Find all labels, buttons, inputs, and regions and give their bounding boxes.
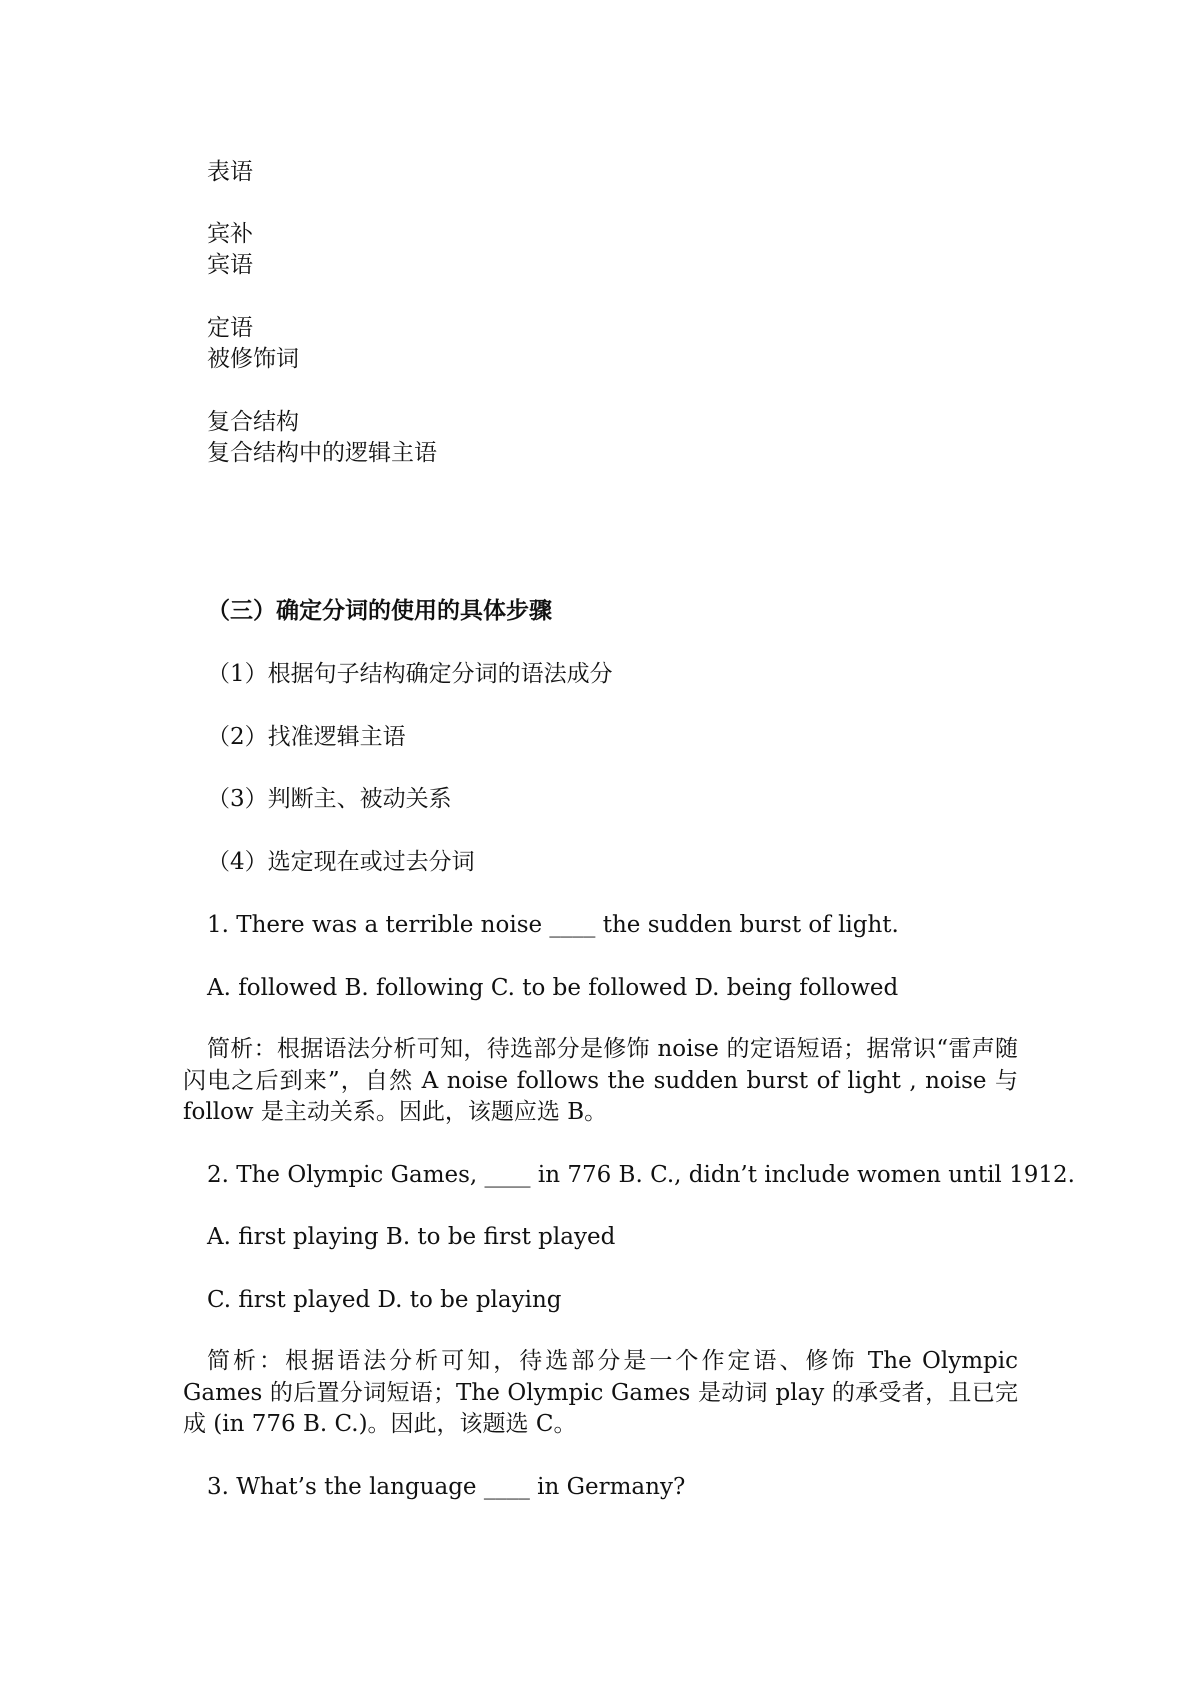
step-3: （3）判断主、被动关系: [207, 786, 452, 812]
question-2-analysis: 简析：根据语法分析可知，待选部分是一个作定语、修饰 The Olympic Games 的后置分词短语；The Olympic Games 是动词 play 的承受者，且已完成 (in 776 B. C.)。因此，该题选 C。: [183, 1348, 1018, 1437]
question-1-options: A. followed B. following C. to be followed D. being followed: [207, 975, 899, 1001]
question-1-analysis: 简析：根据语法分析可知，待选部分是修饰 noise 的定语短语；据常识“雷声随闪电之后到来”，自然 A noise follows the sudden burst of light , noise 与 follow 是主动关系。因此，该题应选 B。: [183, 1036, 1018, 1125]
question-1: 1. There was a terrible noise ____ the sudden burst of light.: [207, 912, 899, 938]
step-4: （4）选定现在或过去分词: [207, 849, 475, 875]
question-2: 2. The Olympic Games, ____ in 776 B. C., didn’t include women until 1912.: [207, 1162, 1075, 1188]
term-complex-structure: 复合结构: [207, 409, 299, 435]
term-object: 宾语: [207, 252, 253, 278]
term-object-complement: 宾补: [207, 221, 253, 247]
section-heading: （三）确定分词的使用的具体步骤: [207, 597, 552, 624]
term-attributive: 定语: [207, 315, 253, 341]
question-3: 3. What’s the language ____ in Germany?: [207, 1474, 686, 1500]
term-modified-word: 被修饰词: [207, 346, 299, 372]
step-1: （1）根据句子结构确定分词的语法成分: [207, 661, 613, 687]
term-logical-subject: 复合结构中的逻辑主语: [207, 440, 437, 466]
step-2: （2）找准逻辑主语: [207, 724, 406, 750]
question-2-options-cd: C. first played D. to be playing: [207, 1287, 562, 1313]
question-2-options-ab: A. first playing B. to be first played: [207, 1224, 616, 1250]
term-predicative: 表语: [207, 159, 253, 185]
